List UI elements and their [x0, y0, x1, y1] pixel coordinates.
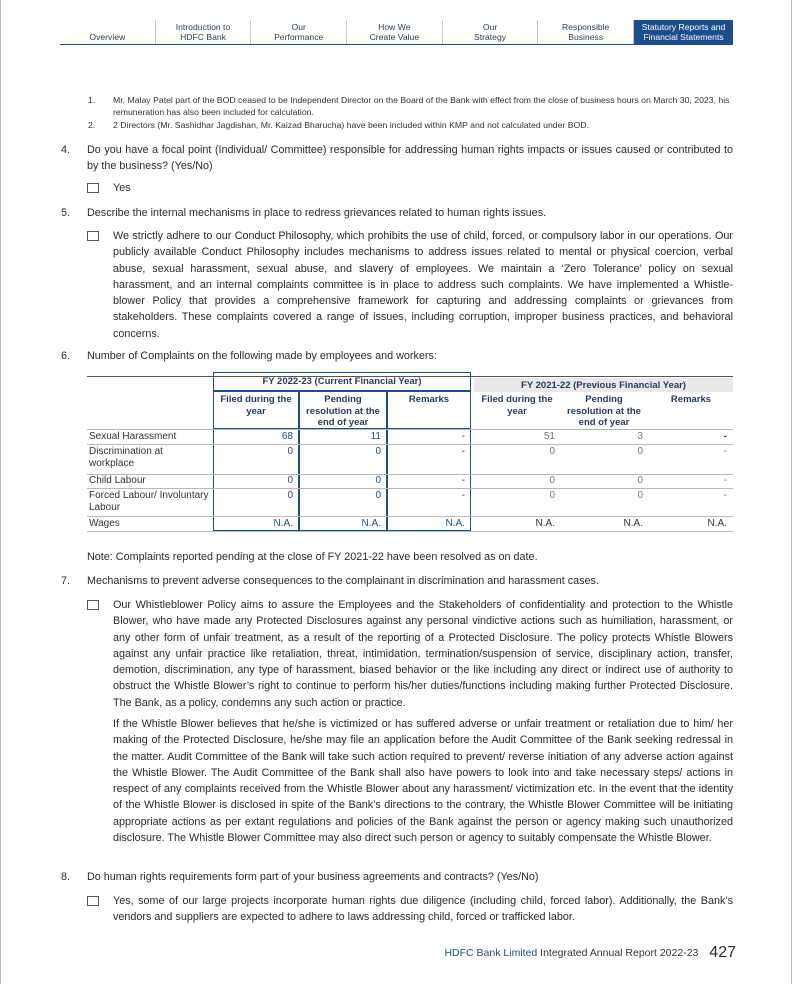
tab-introduction[interactable]: Introduction to HDFC Bank [156, 20, 252, 44]
checkbox-icon [87, 896, 99, 906]
question-8: 8. Do human rights requirements form part of your business agreements and contracts? (Yes/No) [61, 871, 539, 883]
cell-value: 0 [287, 446, 293, 457]
tab-performance[interactable]: Our Performance [251, 20, 347, 44]
cell-value: 3 [637, 431, 643, 442]
page-number: 427 [709, 944, 736, 961]
page-edge-left [0, 0, 1, 984]
col-header-pending-previous: Pending resolution at the end of year [567, 394, 641, 428]
answer-8: Yes, some of our large projects incorporate human rights due diligence (including child, forced labor). Additionally, the Bank’s vendors and suppliers are expected to adhere to laws addressing child, forced or trafficked labor. [87, 893, 733, 926]
col-header-filed-previous: Filed during the year [481, 394, 553, 417]
question-7: 7. Mechanisms to prevent adverse consequences to the complainant in discrimination and harassment cases. [61, 575, 599, 587]
tab-statutory-reports[interactable]: Statutory Reports and Financial Statements [634, 20, 733, 44]
row-rule [87, 516, 733, 517]
checkbox-icon [87, 600, 99, 610]
question-4: 4. Do you have a focal point (Individual/ Committee) responsible for addressing human rights impacts or issues caused or contributed to by the business? (Yes/No) [61, 144, 733, 173]
cell-value: 0 [549, 475, 555, 486]
row-rule [87, 488, 733, 489]
cell-value: 0 [637, 446, 643, 457]
tab-responsible-business[interactable]: Responsible Business [538, 20, 634, 44]
cell-value: 0 [375, 446, 381, 457]
current-year-heading: FY 2022-23 (Current Financial Year) [262, 376, 422, 387]
cell-value: - [461, 475, 465, 486]
cell-value: - [723, 475, 727, 486]
cell-value: N.A. [361, 518, 381, 529]
cell-value: 0 [375, 475, 381, 486]
previous-year-heading: FY 2021-22 (Previous Financial Year) [521, 380, 686, 391]
answer-7: Our Whistleblower Policy aims to assure the Employees and the Stakeholders of confidentiality and protection to the Whistle Blower, who have made any Protected Disclosures against any personal vindictive actions such as humiliation, harassment, or any other form of unfair treatment, as a result of the reporting of a Protected Disclosure. The policy protects Whistle Blowers against any unfair practice like retaliation, threat, intimidation, termination/suspension of service, disciplinary action, transfer, demotion, discrimination, any type of harassment, biased behavior or the like including any direct or indirect use of authority to obstruct the Whistle Blower’s right to continue to perform his/her duties/functions including making further Protected Disclosure. The Bank, as a policy, condemns any such action or practice. [87, 597, 733, 711]
row-rule [87, 444, 733, 445]
row-rule [87, 531, 733, 532]
col-header-remarks-previous: Remarks [670, 394, 712, 405]
answer-7-continued: If the Whistle Blower believes that he/she is victimized or has suffered adverse or unfair treatment or retaliation due to him/ her making of the Protected Disclosure, he/she may file an application before the Audit Committee of the Bank seeking redressal in the matter. Audit Committee of the Bank will take such action required to prevent/ reverse initiation of any adverse action against the Whistle Blower. The Audit Committee of the Bank shall also have powers to look into and take necessary steps/ actions in respect of any complaints received from the Whistle Blower about any harassment/ victimization etc. In the event that the identity of the Whistle Blower is disclosed in spite of the Bank’s directions to the contrary, the Whistle Blower Committee will be initiating appropriate actions as per extant regulations and policies of the Bank against the person or agency making such unauthorized disclosure. The Whistle Blower Committee may also direct such person or agency to suitably compensate the Whistle Blower. [113, 718, 733, 845]
section-navigation [60, 20, 733, 44]
row-label: Wages [89, 518, 120, 529]
question-6: 6. Number of Complaints on the following made by employees and workers: [61, 350, 437, 362]
cell-value: N.A. [707, 518, 727, 529]
cell-value: 51 [543, 431, 555, 442]
row-rule [87, 429, 733, 430]
footnote: 2. 2 Directors (Mr. Sashidhar Jagdishan, Mr. Kaizad Bharucha) have been included within KMP and not calculated under BOD. [88, 120, 589, 130]
cell-value: 0 [549, 490, 555, 501]
col-header-filed-current: Filed during the year [220, 394, 292, 417]
cell-value: - [723, 446, 727, 457]
footer-brand: HDFC Bank Limited [444, 947, 538, 959]
answer-4: Yes [87, 180, 733, 196]
cell-value: 0 [637, 490, 643, 501]
cell-value: N.A. [445, 518, 465, 529]
page-footer [420, 944, 736, 962]
checkbox-icon [87, 183, 99, 193]
cell-value: N.A. [535, 518, 555, 529]
table-note: Note: Complaints reported pending at the close of FY 2021-22 have been resolved as on date. [87, 551, 538, 563]
checkbox-icon [87, 231, 99, 241]
cell-value: - [723, 431, 727, 442]
footer-report-title: Integrated Annual Report 2022-23 [540, 947, 699, 959]
row-label: Sexual Harassment [89, 431, 177, 442]
row-label: Discrimination at workplace [89, 446, 163, 469]
footnotes [88, 94, 734, 132]
cell-value: - [461, 490, 465, 501]
cell-value: - [461, 446, 465, 457]
cell-value: 0 [375, 490, 381, 501]
tab-strategy[interactable]: Our Strategy [443, 20, 539, 44]
cell-value: 0 [637, 475, 643, 486]
col-header-remarks-current: Remarks [408, 394, 450, 405]
cell-value: N.A. [273, 518, 293, 529]
cell-value: 0 [287, 490, 293, 501]
row-label: Forced Labour/ Involuntary Labour [89, 490, 209, 513]
row-label: Child Labour [89, 475, 146, 486]
col-header-pending-current: Pending resolution at the end of year [306, 394, 380, 428]
cell-value: 11 [370, 431, 381, 442]
nav-divider [60, 44, 733, 45]
cell-value: - [723, 490, 727, 501]
cell-value: - [461, 431, 465, 442]
cell-value: 0 [549, 446, 555, 457]
cell-value: N.A. [623, 518, 643, 529]
cell-value: 0 [287, 475, 293, 486]
cell-value: 68 [281, 431, 293, 442]
question-5: 5. Describe the internal mechanisms in place to redress grievances related to human rights issues. [61, 207, 547, 219]
footnote: 1. Mr. Malay Patel part of the BOD ceased to be Independent Director on the Board of the Bank with effect from the close of business hours on March 30, 2023, his remuneration has also been included for calculation. [88, 95, 730, 117]
tab-create-value[interactable]: How We Create Value [347, 20, 443, 44]
tab-overview[interactable]: Overview [60, 20, 156, 44]
answer-5: We strictly adhere to our Conduct Philosophy, which prohibits the use of child, forced, or compulsory labor in our operations. Our publicly available Conduct Philosophy includes mechanisms to address issues related to mental or physical coercion, verbal abuse, sexual harassment, sexual abuse, and slavery of employees. We maintain a ‘Zero Tolerance’ policy on sexual harassment, and an internal complaints committee is in place to address such complaints. We have implemented a Whistle-blower Policy that provides a comprehensive framework for capturing and addressing complaints or grievances from stakeholders. These complaints covered a range of issues, including corruption, improper business practices, and behavioral concerns. [87, 228, 733, 342]
